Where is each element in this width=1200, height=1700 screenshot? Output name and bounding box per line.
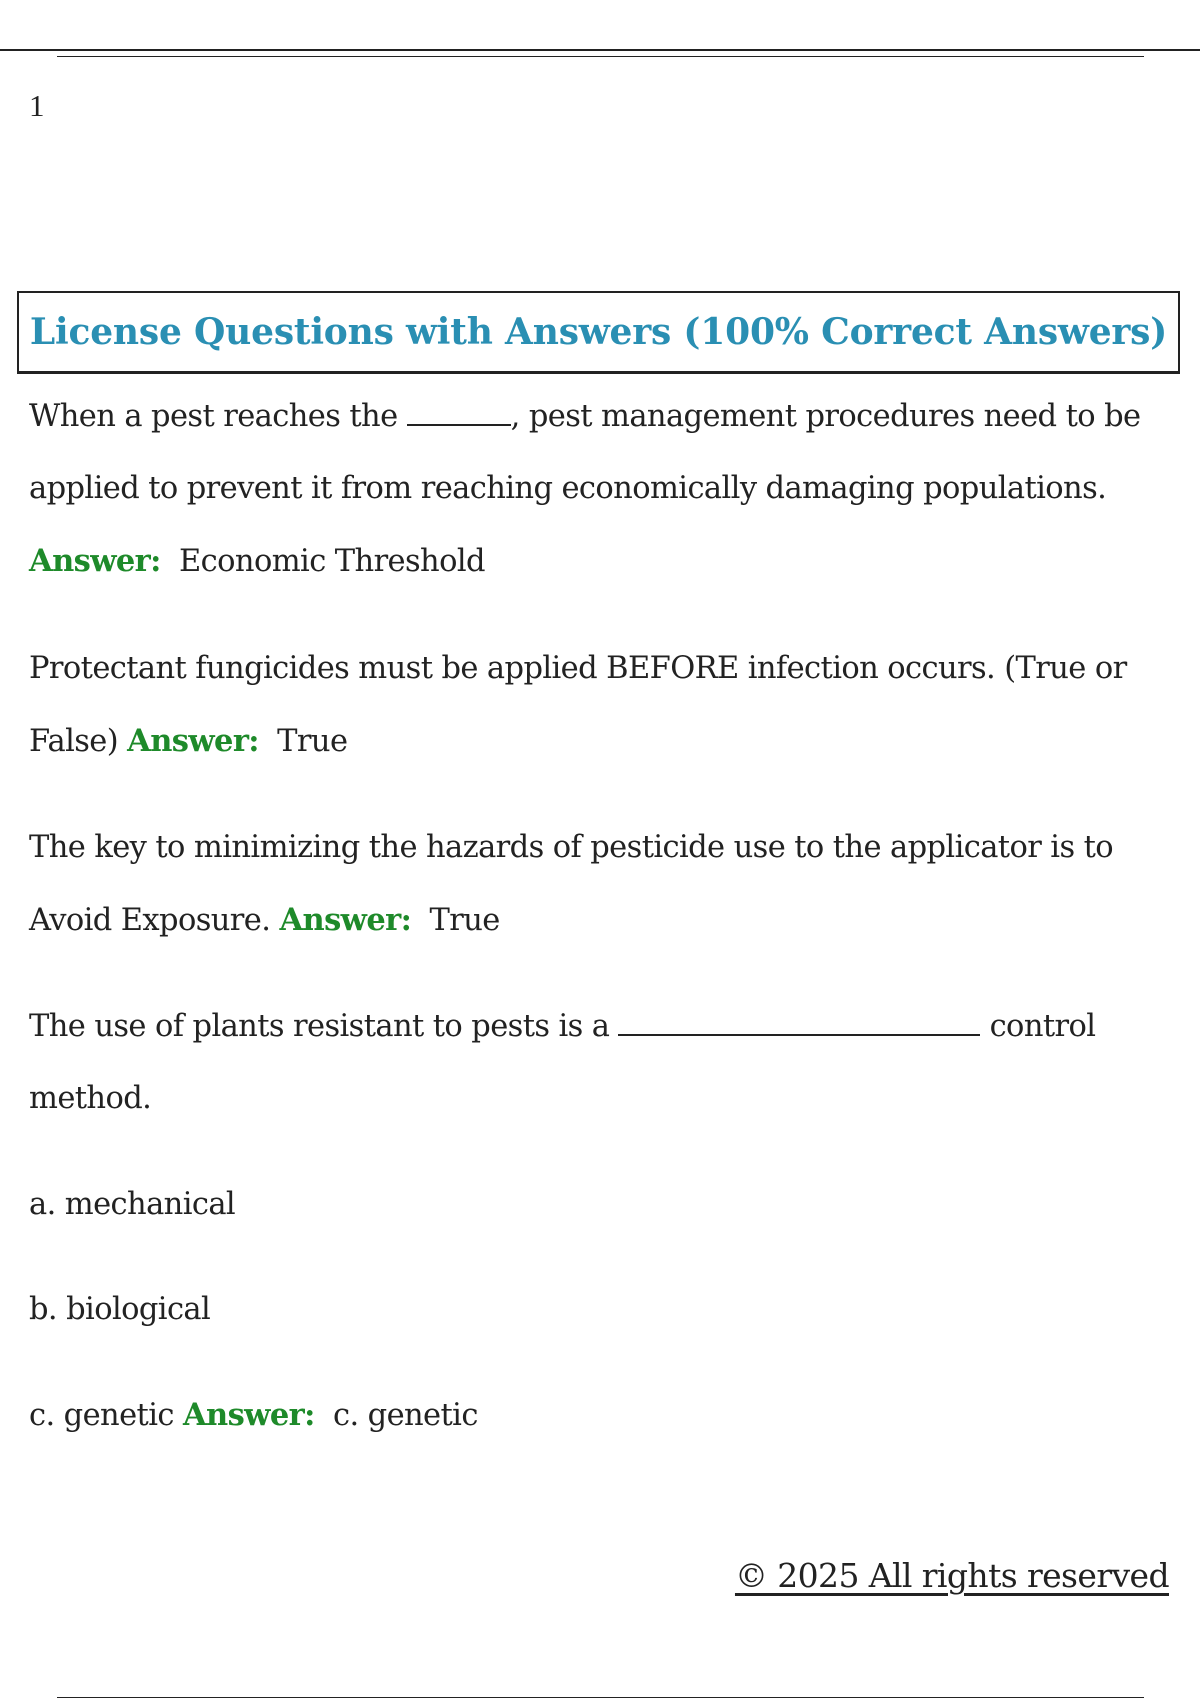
question-2-text: Protectant fungicides must be applied BEFORE infection occurs. (True or False) <box>29 651 1127 759</box>
question-2 <box>29 633 1179 778</box>
question-4-option-c: c. genetic <box>29 1398 174 1433</box>
question-2-answer-label: Answer: <box>127 723 259 759</box>
title-box <box>17 291 1180 374</box>
question-4-text-before: The use of plants resistant to pests is a <box>29 1009 619 1044</box>
document-title: License Questions with Answers (100% Correct Answers) <box>29 311 1168 353</box>
question-2-answer: True <box>277 724 348 759</box>
question-4-option-a: a. mechanical <box>29 1187 236 1222</box>
question-4-text-after: control method. <box>29 1009 1096 1116</box>
question-1-answer: Economic Threshold <box>179 544 485 579</box>
question-1-text-after: , pest management procedures need to be applied to prevent it from reaching economically damaging populations. <box>29 399 1141 506</box>
question-4-option-c-line <box>29 1397 478 1433</box>
question-4-option-b: b. biological <box>29 1292 211 1327</box>
question-3-text: The key to minimizing the hazards of pesticide use to the applicator is to Avoid Exposure. <box>29 830 1114 938</box>
question-1 <box>29 381 1179 598</box>
top-rule-outer <box>0 49 1200 51</box>
top-rule-inner <box>57 56 1144 57</box>
question-1-text-before: When a pest reaches the <box>29 399 407 434</box>
page-number: 1 <box>29 88 45 123</box>
question-3-answer: True <box>429 903 500 938</box>
question-1-blank <box>407 402 511 426</box>
question-3-answer-label: Answer: <box>279 902 412 938</box>
bottom-rule <box>57 1697 1144 1698</box>
question-4-blank <box>618 1012 980 1036</box>
question-4-answer: c. genetic <box>332 1398 478 1433</box>
question-3 <box>29 812 1179 957</box>
question-4 <box>29 991 1179 1135</box>
question-4-answer-label: Answer: <box>182 1397 315 1433</box>
question-1-answer-label: Answer: <box>29 543 161 579</box>
copyright-notice: © 2025 All rights reserved <box>734 1556 1169 1595</box>
